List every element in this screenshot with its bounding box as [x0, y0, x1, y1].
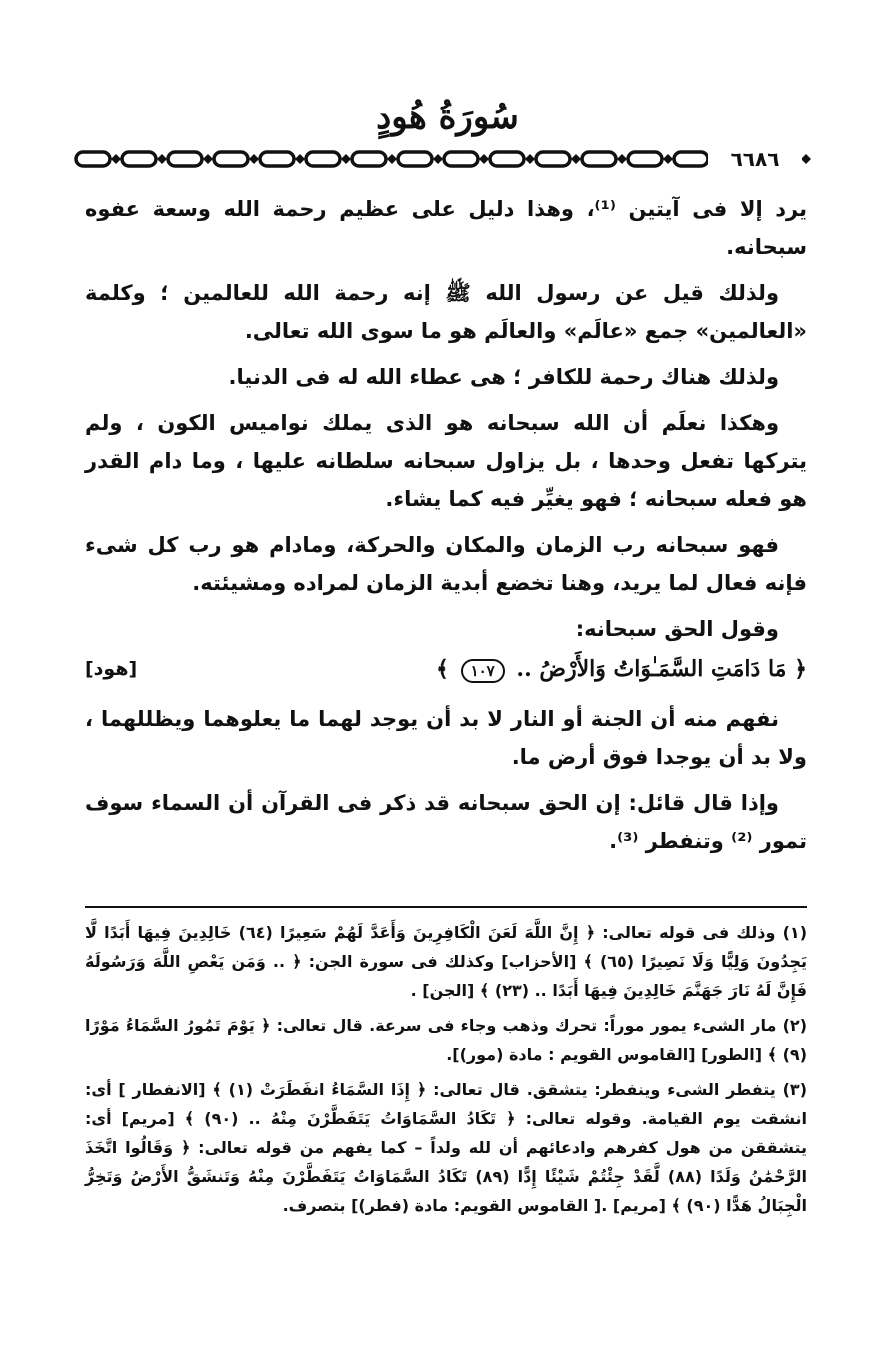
verse-number: ١٠٧ [461, 659, 505, 683]
chain-link-icon [260, 152, 294, 166]
chain-diamond-icon [663, 154, 673, 164]
page-number: ٦٦٨٦ [708, 146, 802, 172]
chain-link-icon [674, 152, 708, 166]
paragraph-5: فهو سبحانه رب الزمان والمكان والحركة، ومادام هو رب كل شىء فإنه فعال لما يريد، وهنا تخضع أبدية الزمان لمراده ومشيئته. [85, 533, 807, 595]
chain-diamond-icon [387, 154, 397, 164]
chain-diamond-icon [295, 154, 305, 164]
verse-reference: [هود] [85, 658, 138, 680]
footnotes [85, 918, 807, 1226]
chain-link-icon [214, 152, 248, 166]
verse-body: ﴿ مَا دَامَتِ السَّمَـٰوَاتُ وَالأَرْضُ .. [516, 656, 807, 682]
chain-link-icon [76, 152, 110, 166]
footnote-divider [85, 906, 807, 908]
chain-link-icon [536, 152, 570, 166]
footnote-3: (٣) يتفطر الشىء وينفطر: يتشقق. قال تعالى: ﴿ إِذَا السَّمَاءُ انفَطَرَتْ (١) ﴾ [الانفطار ] أى: انشقت يوم القيامة. وقوله تعالى: ﴿ تَكَادُ السَّمَاوَاتُ يَتَفَطَّرْنَ مِنْهُ .. (٩٠) ﴾ [مريم] أى: يتشققن من هول كفرهم وادعائهم أن لله ولداً – كما يفهم من قوله تعالى: ﴿ وَقَالُوا اتَّخَذَ الرَّحْمَٰنُ وَلَدًا (٨٨) لَّقَدْ جِئْتُمْ شَيْئًا إِدًّا (٨٩) تَكَادُ السَّمَاوَاتُ يَتَفَطَّرْنَ مِنْهُ وَتَنشَقُّ الأَرْضُ وَتَخِرُّ الْجِبَالُ هَدًّا (٩٠) ﴾ [مريم] .[ القاموس القويم: مادة (فطر)] بتصرف. [85, 1080, 808, 1215]
surah-title: سُورَةُ هُودٍ [376, 97, 519, 137]
chain-diamond-icon [525, 154, 535, 164]
verse-text [436, 650, 807, 688]
chain-diamond-icon [203, 154, 213, 164]
quran-verse [85, 650, 807, 688]
chain-link-icon [122, 152, 156, 166]
chain-link-icon [582, 152, 616, 166]
chain-link-icon [306, 152, 340, 166]
chain-diamond-icon [341, 154, 351, 164]
chain-link-icon [398, 152, 432, 166]
chain-diamond-icon [479, 154, 489, 164]
chain-diamond-icon [433, 154, 443, 164]
chain-link-icon [168, 152, 202, 166]
footnote-2: (٢) مار الشىء يمور موراً: تحرك وذهب وجاء فى سرعة. قال تعالى: ﴿ يَوْمَ تَمُورُ السَّمَاءُ مَوْرًا (٩) ﴾ [الطور] [القاموس القويم : مادة (مور)]. [85, 1016, 807, 1064]
decorative-border [72, 146, 832, 172]
chain-diamond-icon [249, 154, 259, 164]
paragraph-8: وإذا قال قائل: إن الحق سبحانه قد ذكر فى القرآن أن السماء سوف تمور ⁽²⁾ وتنفطر ⁽³⁾. [85, 791, 807, 853]
chain-link-icon [490, 152, 524, 166]
chain-link-icon [444, 152, 478, 166]
paragraph-6: وقول الحق سبحانه: [575, 617, 779, 641]
paragraph-7: نفهم منه أن الجنة أو النار لا بد أن يوجد لهما ما يعلوهما ويظللهما ، ولا بد أن يوجدا فوق أرض ما. [85, 707, 807, 769]
main-text [85, 190, 807, 868]
chain-diamond-icon [801, 154, 811, 164]
chain-diamond-icon [617, 154, 627, 164]
paragraph-1: يرد إلا فى آيتين ⁽¹⁾، وهذا دليل على عظيم رحمة الله وسعة عفوه سبحانه. [85, 197, 807, 259]
footnote-1: (١) وذلك فى قوله تعالى: ﴿ إِنَّ اللَّهَ لَعَنَ الْكَافِرِينَ وَأَعَدَّ لَهُمْ سَعِيرًا (٦٤) خَالِدِينَ فِيهَا أَبَدًا لَّا يَجِدُونَ وَلِيًّا وَلَا نَصِيرًا (٦٥) ﴾ [الأحزاب] وكذلك فى سورة الجن: ﴿ .. وَمَن يَعْصِ اللَّهَ وَرَسُولَهُ فَإِنَّ لَهُ نَارَ جَهَنَّمَ خَالِدِينَ فِيهَا أَبَدًا .. (٢٣) ﴾ [الجن] . [85, 923, 807, 1000]
chain-diamond-icon [111, 154, 121, 164]
chain-diamond-icon [157, 154, 167, 164]
paragraph-3: ولذلك هناك رحمة للكافر ؛ هى عطاء الله له فى الدنيا. [228, 365, 779, 389]
chain-link-icon [628, 152, 662, 166]
paragraph-4: وهكذا نعلَم أن الله سبحانه هو الذى يملك نواميس الكون ، ولم يتركها تفعل وحدها ، بل يزاول سبحانه سلطانه عليها ، وما دام القدر هو فعله سبحانه ؛ فهو يغيِّر فيه كما يشاء. [85, 411, 807, 511]
chain-link-icon [352, 152, 386, 166]
verse-close: ﴾ [436, 656, 449, 682]
paragraph-2: ولذلك قيل عن رسول الله ﷺ إنه رحمة الله للعالمين ؛ وكلمة «العالمين» جمع «عالَم» والعالَم هو ما سوى الله تعالى. [85, 281, 807, 343]
chain-diamond-icon [571, 154, 581, 164]
